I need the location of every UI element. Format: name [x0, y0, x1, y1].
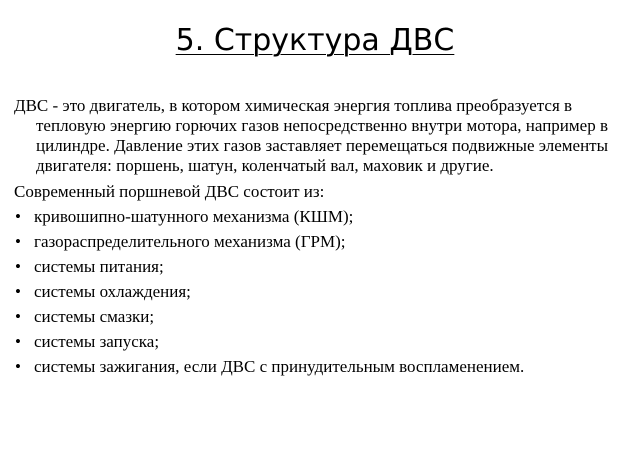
slide-title: 5. Структура ДВС [175, 23, 455, 58]
bullet-icon: • [15, 282, 21, 301]
list-item-text: кривошипно-шатунного механизма (КШМ); [34, 207, 354, 226]
bullet-icon: • [15, 357, 21, 376]
list-item [14, 232, 610, 252]
list-item-text: системы смазки; [34, 307, 155, 326]
list-item [14, 257, 610, 277]
list-item-text: системы охлаждения; [34, 282, 191, 301]
bullet-icon: • [15, 307, 21, 326]
bullet-icon: • [15, 257, 21, 276]
list-item [14, 207, 610, 227]
component-list [14, 207, 610, 377]
slide-content [14, 96, 610, 382]
list-item-text: газораспределительного механизма (ГРМ); [34, 232, 346, 251]
list-item [14, 307, 610, 327]
bullet-icon: • [15, 207, 21, 226]
definition-paragraph: ДВС - это двигатель, в котором химическая энергия топлива преобразуется в тепловую энергию горючих газов непосредственно внутри мотора, например в цилиндре. Давление этих газов заставляет перемещаться подвижные элементы двигателя: поршень, шатун, коленчатый вал, маховик и другие. [14, 96, 609, 175]
list-item-text: системы зажигания, если ДВС с принудительным воспламенением. [34, 357, 525, 376]
bullet-icon: • [15, 332, 21, 351]
list-item [14, 282, 610, 302]
bullet-icon: • [15, 232, 21, 251]
list-item-text: системы запуска; [34, 332, 160, 351]
list-item [14, 357, 610, 377]
composition-intro: Современный поршневой ДВС состоит из: [14, 182, 325, 201]
list-item [14, 332, 610, 352]
list-item-text: системы питания; [34, 257, 164, 276]
